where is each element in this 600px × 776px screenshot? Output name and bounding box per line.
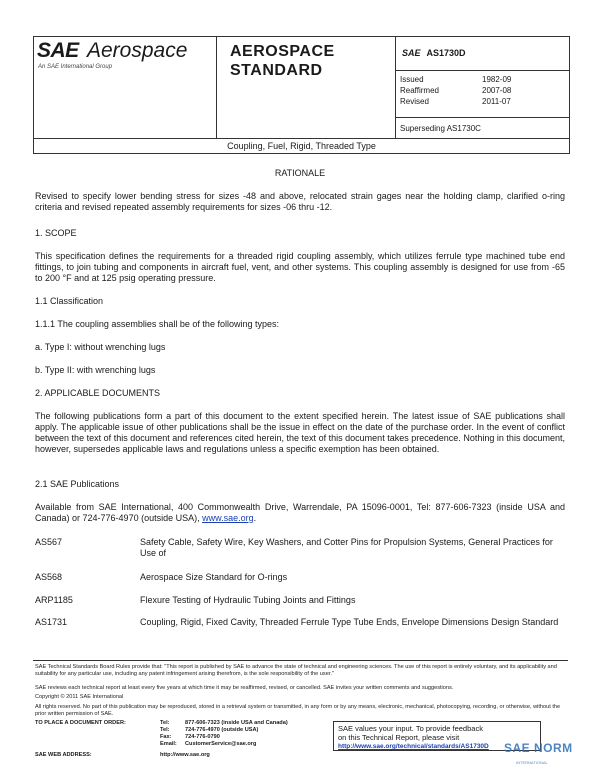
reference-title: Aerospace Size Standard for O-rings: [140, 572, 288, 582]
feedback-box: SAE values your input. To provide feedback on this Technical Report, please visit http://www.sae.org/technical/standards/AS1730D: [333, 721, 541, 751]
contact-value: 877-606-7323 (inside USA and Canada): [185, 720, 288, 726]
date-row: Reaffirmed 2007-08: [400, 86, 512, 95]
divider: [216, 37, 217, 138]
watermark-subtext: INTERNATIONAL: [516, 760, 548, 765]
reference-code: AS568: [35, 572, 63, 582]
classification-heading: 1.1 Classification: [35, 296, 104, 306]
contact-value: 724-776-0790: [185, 734, 220, 740]
standard-title: AEROSPACE STANDARD: [230, 43, 335, 79]
reference-code: AS1731: [35, 617, 68, 627]
aerospace-logo-text: Aerospace: [87, 39, 188, 62]
availability-text: Available from SAE International, 400 Commonwealth Drive, Warrendale, PA 15096-0001, Tel: 877-606-7323 (inside USA and Canada) or 724-776-4970 (outside USA), www.sae.org.: [35, 502, 565, 523]
footer-rule: [33, 660, 568, 661]
date-row: Issued 1982-09: [400, 75, 512, 84]
reference-title: Coupling, Rigid, Fixed Cavity, Threaded Ferrule Type Tube Ends, Envelope Dimensions Design Standard: [140, 617, 559, 627]
reference-code: ARP1185: [35, 595, 73, 605]
rights-text: All rights reserved. No part of this publication may be reproduced, stored in a retrieval system or transmitted, in any form or by any means, electronic, mechanical, photocopying, recording, or otherwise, without the prior written permission of SAE.: [35, 704, 561, 717]
superseding-note: Superseding AS1730C: [400, 124, 481, 133]
rationale-heading: RATIONALE: [274, 168, 326, 178]
contact-label: Tel:: [160, 727, 170, 733]
scope-heading: 1. SCOPE: [35, 228, 77, 238]
logo-tagline: An SAE International Group: [38, 64, 113, 70]
email-link[interactable]: CustomerService@sae.org: [185, 741, 257, 747]
watermark-logo: SAE NORM: [504, 741, 573, 755]
contact-label: Tel:: [160, 720, 170, 726]
header-box: [33, 36, 570, 154]
applicable-documents-heading: 2. APPLICABLE DOCUMENTS: [35, 388, 161, 398]
reference-title: Flexure Testing of Hydraulic Tubing Joints and Fittings: [140, 595, 356, 605]
sae-website-link[interactable]: www.sae.org: [202, 513, 254, 523]
rationale-text: Revised to specify lower bending stress for sizes -48 and above, relocated strain gages near the holding clamp, clarified o-ring criteria and revised repeated assembly requirements for sizes -06 thru -12.: [35, 191, 565, 212]
scope-text: This specification defines the requirements for a threaded rigid coupling assembly, which utilizes ferrule type machined tube end fittings, to join tubing and components in aircraft fuel, vent, and other systems. This coupling assembly is designed for use from -65 to 200 °F and at 125 psig operating pressure.: [35, 251, 565, 283]
divider: [34, 138, 569, 139]
sae-publications-heading: 2.1 SAE Publications: [35, 479, 120, 489]
contact-value: 724-776-4970 (outside USA): [185, 727, 259, 733]
web-address-link[interactable]: http://www.sae.org: [160, 752, 210, 758]
order-label: TO PLACE A DOCUMENT ORDER:: [35, 720, 126, 726]
reference-title: Safety Cable, Safety Wire, Key Washers, and Cotter Pins for Propulsion Systems, General Practices for Use of: [140, 537, 553, 558]
type-b-item: b. Type II: with wrenching lugs: [35, 365, 156, 375]
types-intro: 1.1.1 The coupling assemblies shall be of the following types:: [35, 319, 279, 329]
review-text: SAE reviews each technical report at least every five years at which time it may be reaffirmed, revised, or cancelled. SAE invites your written comments and suggestions.: [35, 685, 454, 691]
sae-logo-text: SAE: [37, 39, 79, 62]
applicable-documents-text: The following publications form a part of this document to the extent specified herein. The latest issue of SAE publications shall apply. The applicable issue of other publications shall be the issue in effect on the date of the purchase order. In the event of conflict between the text of this document and references cited herein, the text of this document takes precedence. Nothing in this document, however, supersedes applicable laws and regulations unless a specific exemption has been obtained.: [35, 411, 565, 454]
copyright-text: Copyright © 2011 SAE International: [35, 694, 124, 700]
divider: [395, 37, 396, 138]
web-label: SAE WEB ADDRESS:: [35, 752, 92, 758]
date-table: [400, 74, 511, 107]
divider: [395, 117, 569, 118]
contact-label: Email:: [160, 741, 177, 747]
reference-code: AS567: [35, 537, 63, 547]
board-rules-text: SAE Technical Standards Board Rules provide that: "This report is published by SAE to advance the state of technical and engineering sciences. The use of this report is entirely voluntary, and its applicability and suitability for any particular use, including any patent infringement arising therefrom, is the sole responsibility of the user.": [35, 664, 557, 677]
type-a-item: a. Type I: without wrenching lugs: [35, 342, 166, 352]
document-title: Coupling, Fuel, Rigid, Threaded Type: [227, 141, 376, 151]
feedback-link[interactable]: http://www.sae.org/technical/standards/AS1730D: [338, 743, 489, 750]
date-row: Revised 2011-07: [400, 97, 511, 106]
contact-label: Fax:: [160, 734, 172, 740]
divider: [395, 70, 569, 71]
document-number: SAE AS1730D: [402, 48, 466, 58]
